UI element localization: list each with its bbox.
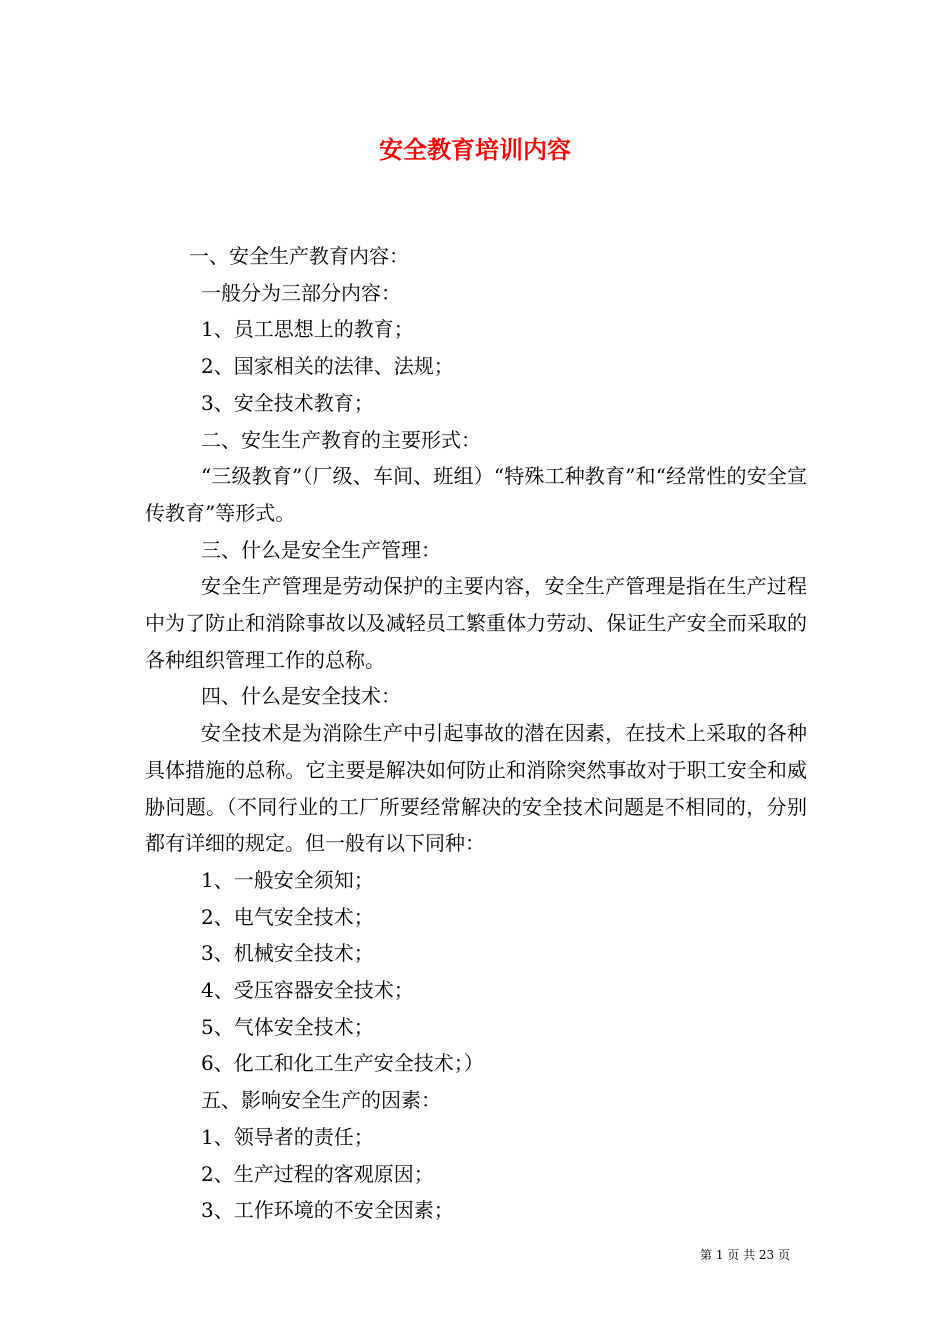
list-item: 2、电气安全技术； (201, 904, 374, 929)
paragraph-forms: “三级教育”（厂级、车间、班组）“特殊工种教育”和“经常性的安全宣传教育”等形式。 (145, 464, 807, 525)
section-heading-1: 一、安全生产教育内容： (189, 244, 409, 268)
text-line: 一般分为三部分内容： (201, 280, 401, 305)
list-item: 5、气体安全技术； (201, 1014, 374, 1039)
section-heading-3: 三、什么是安全生产管理： (201, 537, 441, 562)
list-item: 1、领导者的责任； (201, 1124, 374, 1149)
list-item: 3、安全技术教育； (201, 390, 374, 415)
list-item: 3、机械安全技术； (201, 941, 374, 966)
list-item: 3、工作环境的不安全因素； (201, 1198, 454, 1223)
page-number: 第 1 页 共 23 页 (700, 1248, 790, 1262)
list-item: 2、国家相关的法律、法规； (201, 354, 454, 379)
paragraph-management: 安全生产管理是劳动保护的主要内容，安全生产管理是指在生产过程中为了防止和消除事故以及减轻员工繁重体力劳动、保证生产安全而采取的各种组织管理工作的总称。 (145, 574, 807, 672)
section-heading-4: 四、什么是安全技术： (201, 684, 401, 709)
section-heading-2: 二、安生生产教育的主要形式： (201, 427, 481, 452)
list-item: 1、员工思想上的教育； (201, 317, 414, 342)
list-item: 4、受压容器安全技术； (201, 978, 414, 1003)
document-title: 安全教育培训内容 (379, 135, 571, 164)
paragraph-technology: 安全技术是为消除生产中引起事故的潜在因素，在技术上采取的各种具体措施的总称。它主要是解决如何防止和消除突然事故对于职工安全和威胁问题。（不同行业的工厂所要经常解决的安全技术问题是不相同的，分别都有详细的规定。但一般有以下同种： (145, 721, 807, 856)
list-item: 6、化工和化工生产安全技术；） (201, 1051, 484, 1076)
list-item: 2、生产过程的客观原因； (201, 1161, 434, 1186)
list-item: 1、一般安全须知； (201, 867, 374, 892)
section-heading-5: 五、影响安全生产的因素： (201, 1088, 441, 1113)
document-body (145, 238, 807, 1229)
